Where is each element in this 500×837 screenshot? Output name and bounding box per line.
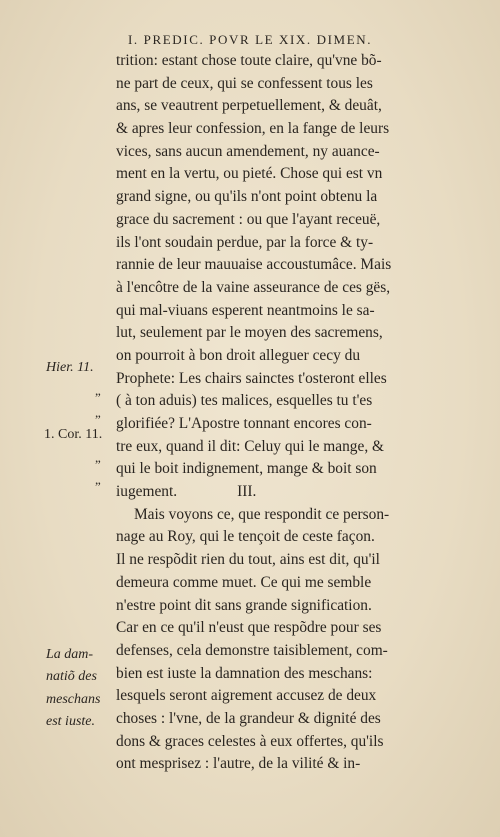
running-head: I. PREDIC. POVR LE XIX. DIMEN.: [128, 32, 373, 47]
text-line: trition: estant chose toute claire, qu'vne bõ-: [116, 52, 382, 69]
margin-gloss-line: natiõ des: [46, 669, 97, 684]
text-line: vices, sans aucun amendement, ny auance-: [116, 142, 380, 160]
text-line: bien est iuste la damnation des meschans:: [116, 664, 373, 682]
text-line: dons & graces celestes à eux offertes, qu'ils: [116, 732, 384, 750]
text-line: on pourroit à bon droit alleguer cecy du: [116, 346, 361, 364]
text-line: ( à ton aduis) tes malices, esquelles tu t'es: [116, 392, 373, 410]
text-line-with-section: [116, 481, 476, 504]
text-line: ans, se veautrent perpetuellement, & deuât,: [116, 97, 382, 115]
text-line: Mais voyons ce, que respondit ce person-: [134, 505, 390, 523]
text-line: defenses, cela demonstre taisiblement, com-: [116, 641, 388, 659]
text-line: Car en ce qu'il n'eust que respõdre pour ses: [116, 619, 382, 637]
text-line: lesquels seront aigrement accusez de deux: [116, 687, 377, 705]
margin-reference-cor: 1. Cor. 11.: [44, 427, 103, 442]
text-line: iugement.: [116, 483, 178, 501]
section-number: III.: [237, 483, 257, 501]
text-line: nage au Roy, qui le tençoit de ceste façon.: [116, 528, 375, 546]
text-line: lut, seulement par le moyen des sacremens,: [116, 324, 383, 342]
quote-mark: „: [95, 405, 101, 420]
text-line: Il ne respõdit rien du tout, ains est dit, qu'il: [116, 551, 380, 569]
text-line: demeura comme muet. Ce qui me semble: [116, 573, 372, 591]
body-text: [116, 50, 476, 776]
text-line: ils l'ont soudain perdue, par la force & ty-: [116, 233, 374, 251]
quote-mark: „: [95, 450, 101, 465]
text-line: ne part de ceux, qui se confessent tous les: [116, 74, 373, 92]
text-line: ont mesprisez : l'autre, de la vilité & in-: [116, 755, 361, 773]
text-line: choses : l'vne, de la grandeur & dignité des: [116, 709, 381, 727]
text-line: ment en la vertu, ou pieté. Chose qui est vn: [116, 165, 383, 183]
quote-mark: „: [95, 472, 101, 487]
text-line: glorifiée? L'Apostre tonnant encores con-: [116, 415, 372, 432]
text-line: & apres leur confession, en la fange de leurs: [116, 120, 390, 138]
text-line: grace du sacrement : ou que l'ayant receuë,: [116, 210, 381, 228]
text-line: rannie de leur mauuaise accoustumâce. Mais: [116, 256, 392, 274]
quote-mark: „: [95, 383, 101, 398]
text-line: qui mal-viuans esperent neantmoins le sa-: [116, 301, 375, 319]
margin-gloss-line: meschans: [46, 692, 101, 707]
margin-gloss-line: est iuste.: [46, 714, 95, 729]
text-line: tre eux, quand il dit: Celuy qui le mange, &: [116, 437, 384, 455]
text-line: grand signe, ou qu'ils n'ont point obtenu la: [116, 188, 378, 206]
text-line: n'estre point dit sans grande signification.: [116, 596, 372, 614]
text-line: qui le boit indignement, mange & boit son: [116, 460, 377, 478]
margin-gloss-line: La dam-: [46, 647, 94, 662]
margin-reference-hier: Hier. 11.: [46, 360, 94, 375]
text-line: à l'encôtre de la vaine asseurance de ces gës,: [116, 278, 391, 296]
text-line: Prophete: Les chairs sainctes t'osteront elles: [116, 369, 387, 387]
